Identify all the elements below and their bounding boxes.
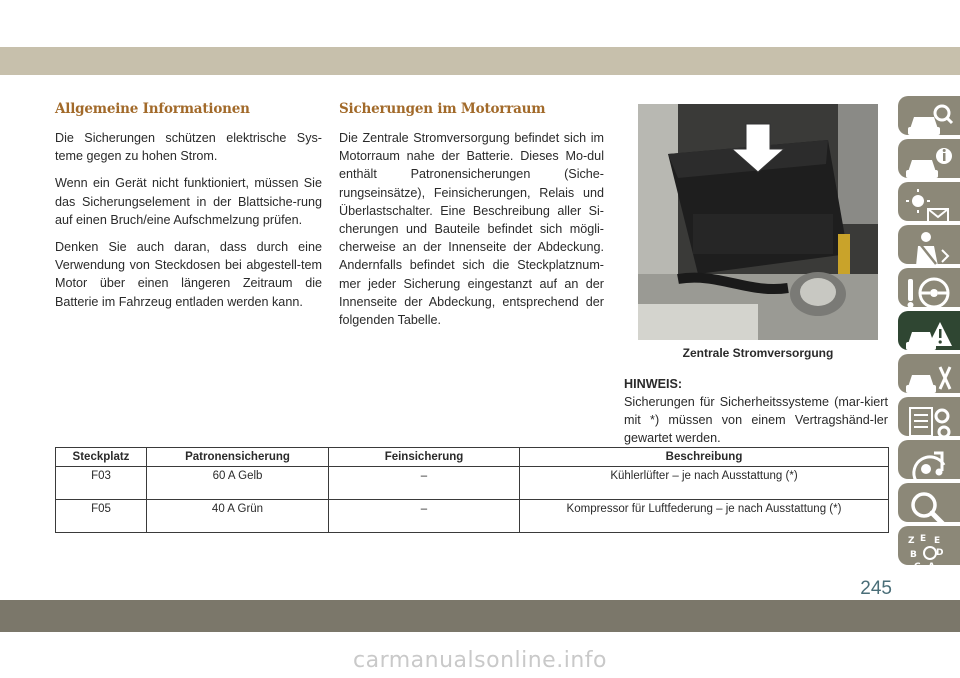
note-text: Sicherungen für Sicherheitssysteme (mar-kiert mit *) müssen von einem Vertragshänd-ler gewartet werden. — [624, 395, 888, 446]
car-search-icon — [904, 101, 954, 141]
tab-alphabet-index[interactable] — [898, 526, 960, 571]
header-description: Beschreibung — [520, 448, 889, 467]
car-service-icon — [904, 359, 954, 399]
specifications-icon — [904, 402, 954, 442]
header-cartridge-fuse: Patronensicherung — [147, 448, 329, 467]
bottom-band — [0, 600, 960, 632]
car-info-icon — [904, 144, 954, 184]
top-band — [0, 47, 960, 75]
svg-text:Z: Z — [908, 536, 915, 546]
svg-text:E: E — [920, 534, 927, 544]
warning-lights-icon — [904, 187, 954, 227]
tab-specifications[interactable] — [898, 397, 960, 436]
page-number: 245 — [860, 578, 892, 599]
table-header-row — [56, 448, 889, 467]
magnifier-icon — [904, 488, 954, 528]
table-row — [56, 467, 889, 500]
alphabet-index-icon — [904, 531, 954, 571]
heading-general-info: Allgemeine Informationen — [55, 101, 250, 117]
cell-description: Kompressor für Luftfederung – je nach Ausstattung (*) — [520, 500, 889, 533]
header-slot: Steckplatz — [56, 448, 147, 467]
tab-car-emergency[interactable] — [898, 311, 960, 350]
paragraph: Die Zentrale Stromversorgung befindet sich im Motorraum nahe der Batterie. Dieses Mo-dul enthält Patronensicherungen (Siche-rungseinsätze), Feinsicherungen, Relais und Überlastschalter. Eine Beschreibung aller Si-cherungen und Bauteile befindet sich mögli-cherweise an der Innenseite der Abdeckung. Andernfalls befindet sich die Steckplatznum-mer jeder Sicherung eingestanzt auf an der Innenseite der Abdeckung, entsprechend der folgenden Tabelle. — [339, 131, 604, 328]
note-box — [624, 375, 888, 448]
table-row — [56, 500, 889, 533]
tab-multimedia[interactable] — [898, 440, 960, 479]
note-title: HINWEIS: — [624, 377, 683, 391]
tab-warning-lights[interactable] — [898, 182, 960, 221]
cell-slot: F03 — [56, 467, 147, 500]
cell-cartridge-fuse: 60 A Gelb — [147, 467, 329, 500]
watermark: carmanualsonline.info — [353, 648, 607, 673]
header-mini-fuse: Feinsicherung — [329, 448, 520, 467]
svg-text:C: C — [914, 562, 921, 571]
cell-mini-fuse: – — [329, 500, 520, 533]
multimedia-icon — [904, 445, 954, 485]
cell-description: Kühlerlüfter – je nach Ausstattung (*) — [520, 467, 889, 500]
heading-engine-fuses: Sicherungen im Motorraum — [339, 101, 546, 117]
column-general-info — [55, 101, 322, 320]
tab-car-service[interactable] — [898, 354, 960, 393]
svg-text:B: B — [910, 550, 917, 560]
paragraph: Wenn ein Gerät nicht funktioniert, müssen Sie das Sicherungselement in der Blattsiche-rung auf einen Bruch/eine Aufschmelzung prüfen. — [55, 176, 322, 227]
paragraph: Denken Sie auch daran, dass durch eine Verwendung von Steckdosen bei abgestell-tem Motor über einen längeren Zeitraum die Batterie im Fahrzeug entladen werden kann. — [55, 240, 322, 309]
car-emergency-icon — [904, 316, 954, 356]
cell-slot: F05 — [56, 500, 147, 533]
tab-search[interactable] — [898, 483, 960, 522]
fuse-table — [55, 447, 889, 533]
power-distribution-photo — [638, 104, 878, 340]
seat-safety-icon — [904, 230, 954, 270]
tab-seat-safety[interactable] — [898, 225, 960, 264]
figure-caption: Zentrale Stromversorgung — [682, 346, 834, 360]
cell-mini-fuse: – — [329, 467, 520, 500]
cell-cartridge-fuse: 40 A Grün — [147, 500, 329, 533]
tab-car-info[interactable] — [898, 139, 960, 178]
svg-text:A: A — [928, 562, 935, 571]
svg-text:D: D — [936, 548, 944, 558]
tab-car-search[interactable] — [898, 96, 960, 135]
svg-text:E: E — [934, 536, 941, 546]
paragraph: Die Sicherungen schützen elektrische Sys-teme gegen zu hohen Strom. — [55, 131, 322, 164]
tab-steering-wheel[interactable] — [898, 268, 960, 307]
steering-wheel-icon — [904, 273, 954, 313]
column-engine-fuses — [339, 101, 604, 338]
